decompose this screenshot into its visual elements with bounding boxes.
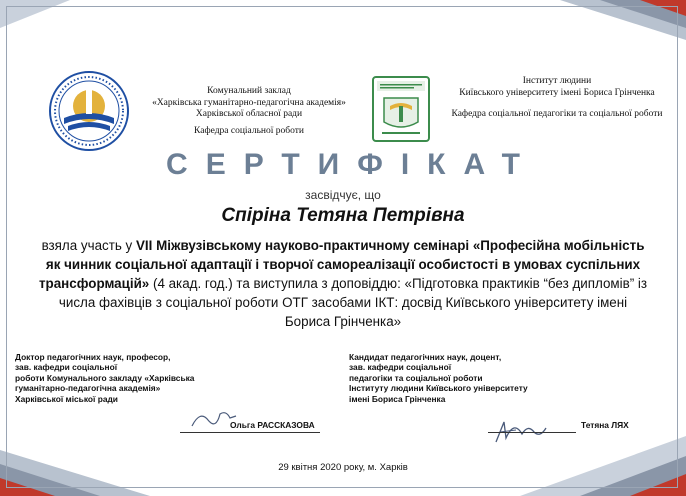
signatory-right-line1: Кандидат педагогічних наук, доцент, — [349, 352, 502, 362]
signature-right-icon — [492, 416, 550, 446]
signatory-right-line5: імені Бориса Грінченка — [349, 393, 446, 404]
certificate-body — [36, 236, 650, 331]
signatory-left-line1: Доктор педагогічних наук, професор, — [15, 352, 171, 362]
report-title: «Підготовка практиків “без дипломів” із числа фахівців з соціальної роботи ОТГ засобами ІКТ: досвід Київського університету імені Бориса Грінченка» — [58, 276, 647, 329]
header-left-institution — [128, 86, 370, 137]
signatory-right-line2: зав. кафедри соціальної — [349, 362, 452, 373]
certificate-title: СЕРТИФІКАТ — [166, 148, 538, 181]
recipient-name: Спіріна Тетяна Петрівна — [221, 205, 465, 226]
signatory-left-name: Ольга РАССКАЗОВА — [230, 420, 315, 430]
kharkiv-academy-logo-icon — [48, 70, 130, 152]
grinchenko-university-logo-icon — [372, 76, 430, 142]
header-left-line3: Харківської обласної ради — [195, 109, 303, 119]
signatory-left-credentials — [15, 352, 255, 404]
header-right-line2: Київського університету імені Бориса Грінченка — [459, 87, 655, 98]
body-hours: (4 акад. год.) та виступила з доповіддю: — [149, 276, 401, 291]
header-right-line1: Інститут людини — [522, 76, 592, 86]
header-left-line1: Комунальний заклад — [207, 86, 291, 96]
signature-line-right — [488, 432, 576, 433]
body-intro: взяла участь у — [41, 238, 136, 253]
signatory-left-line4: гуманітарно-педагогічна академія» — [15, 383, 161, 394]
header-right-institution — [434, 76, 680, 121]
header-right-department: Кафедра соціальної педагогіки та соціальної роботи — [451, 109, 663, 119]
signatory-left-line3: роботи Комунального закладу «Харківська — [15, 372, 195, 383]
signatory-right-name: Тетяна ЛЯХ — [581, 420, 629, 430]
seminar-title: VII Міжвузівському науково-практичному семінарі «Професійна мобільність як чинник соціальної адаптації і творчої самореалізації особистості в умовах суспільних трансформацій» — [39, 238, 645, 291]
signatory-left-line5: Харківської міської ради — [15, 393, 118, 404]
signatory-right-line4: Інституту людини Київського університету — [349, 383, 528, 394]
issue-date: 29 квітня 2020 року, м. Харків — [278, 462, 408, 473]
header-left-department: Кафедра соціальної роботи — [194, 125, 304, 136]
signatory-right-credentials — [349, 352, 569, 404]
signatory-right-line3: педагогіки та соціальної роботи — [349, 372, 483, 383]
certifies-text: засвідчує, що — [305, 188, 381, 202]
header-left-line2: «Харківська гуманітарно-педагогічна академія» — [152, 97, 346, 108]
signature-line-left — [180, 432, 320, 433]
signatory-left-line2: зав. кафедри соціальної — [15, 362, 118, 373]
